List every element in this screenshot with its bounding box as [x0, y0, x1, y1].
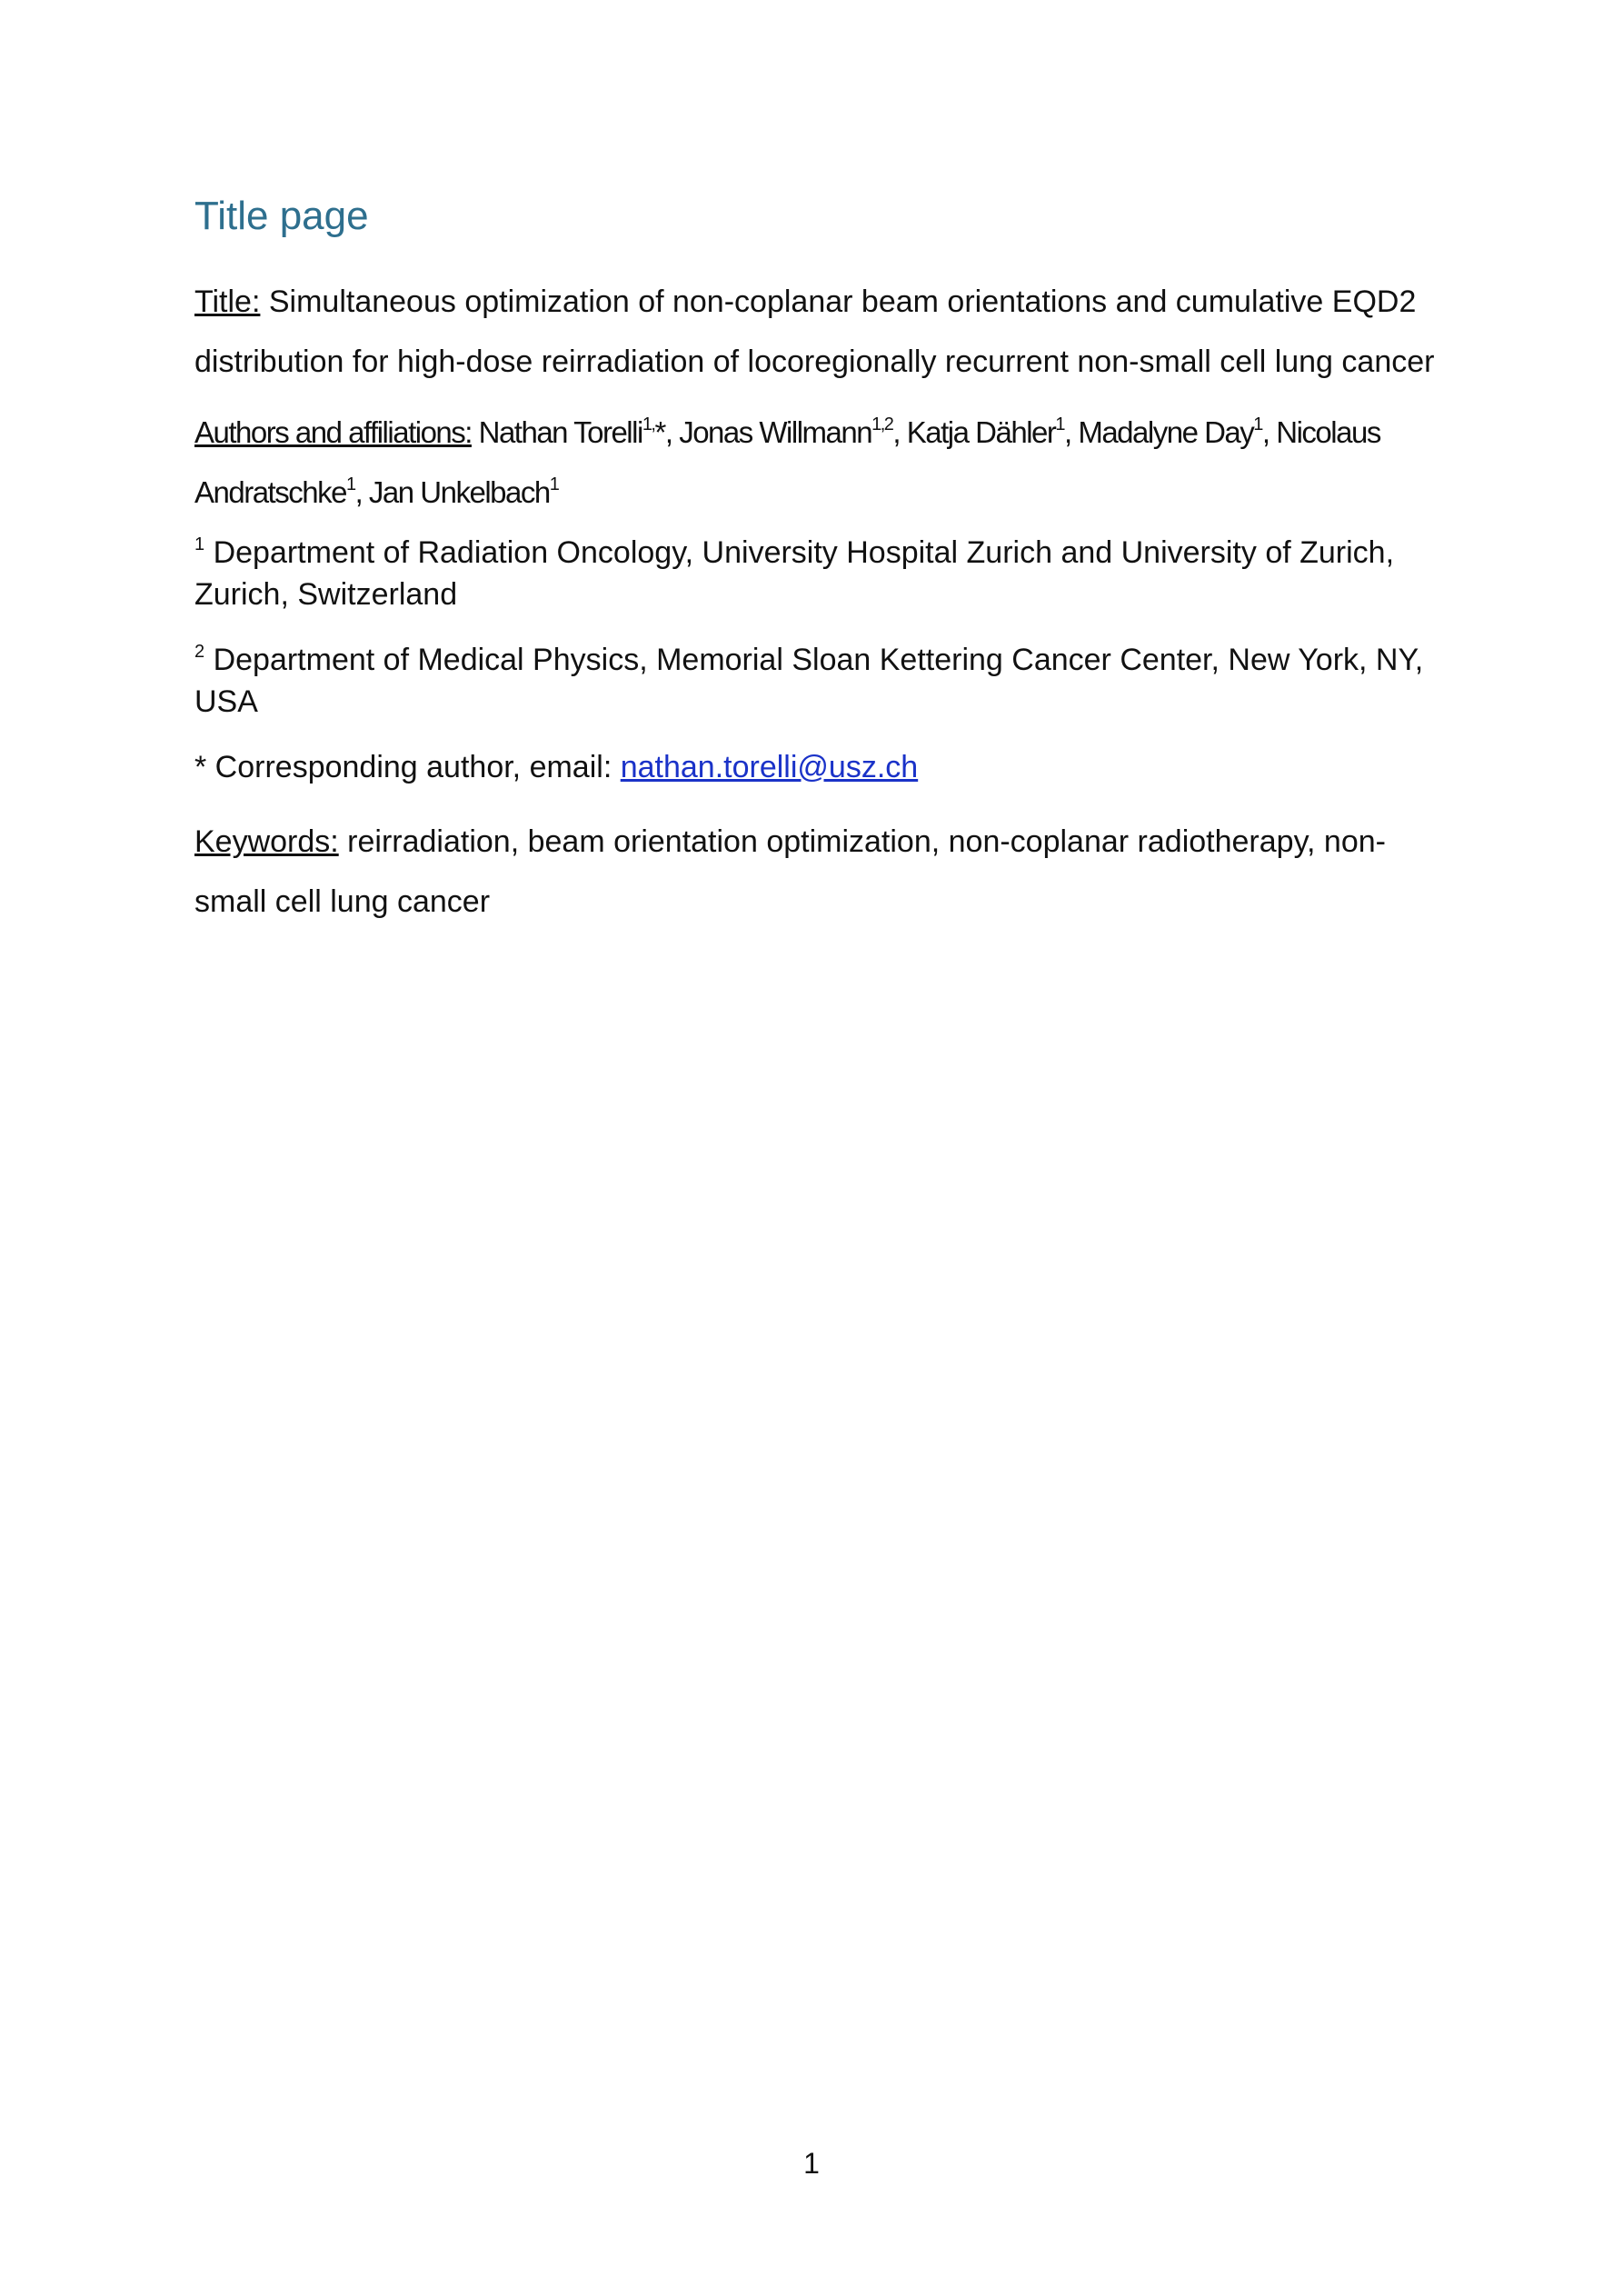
title-page-content [194, 193, 1449, 943]
author-separator: , [892, 414, 907, 449]
author-separator: , [1261, 414, 1277, 449]
affiliation-text: Department of Radiation Oncology, University Hospital Zurich and University of Zurich, Zurich, Switzerland [194, 534, 1395, 612]
author-affiliation-sup: 1 [1253, 414, 1262, 434]
author-name: Nathan Torelli [478, 414, 642, 449]
author-name: Madalyne Day [1078, 414, 1254, 449]
keywords-label: Keywords: [194, 824, 339, 859]
author-name: Katja Dähler [906, 414, 1056, 449]
paper-title [194, 272, 1449, 392]
author-separator: , [1064, 414, 1079, 449]
author-name: Nicolaus Andratschke [194, 414, 1380, 509]
corresponding-text: * Corresponding author, email: [194, 749, 621, 784]
authors-line [194, 403, 1449, 523]
author-name: Jonas Willmann [679, 414, 872, 449]
corresponding-author [194, 746, 1449, 788]
keywords [194, 812, 1449, 932]
author-affiliation-sup: 1 [345, 474, 355, 494]
page-number: 1 [803, 2147, 820, 2180]
author-name: Jan Unkelbach [368, 474, 550, 509]
author-affiliation-sup: 1 [549, 474, 559, 494]
title-label: Title: [194, 284, 261, 319]
affiliation-1 [194, 532, 1449, 615]
keywords-text: reirradiation, beam orientation optimization, non-coplanar radiotherapy, non-small cell lung cancer [194, 824, 1386, 919]
author-affiliation-sup: 1,2 [871, 414, 893, 434]
author-affiliation-sup: 1 [1055, 414, 1064, 434]
title-text: Simultaneous optimization of non-coplanar beam orientations and cumulative EQD2 distribution for high-dose reirradiation of locoregionally recurrent non-small cell lung cancer [194, 284, 1435, 379]
section-heading: Title page [194, 194, 369, 238]
affiliation-text: Department of Medical Physics, Memorial Sloan Kettering Cancer Center, New York, NY, USA [194, 642, 1424, 719]
authors-label: Authors and affiliations: [194, 414, 472, 449]
affiliation-2 [194, 639, 1449, 723]
affiliation-sup: 2 [194, 641, 205, 662]
author-separator: , [354, 474, 369, 509]
author-separator: *, [654, 414, 680, 449]
author-affiliation-sup: 1, [642, 414, 655, 434]
affiliation-sup: 1 [194, 534, 205, 554]
email-link[interactable]: nathan.torelli@usz.ch [620, 749, 919, 784]
